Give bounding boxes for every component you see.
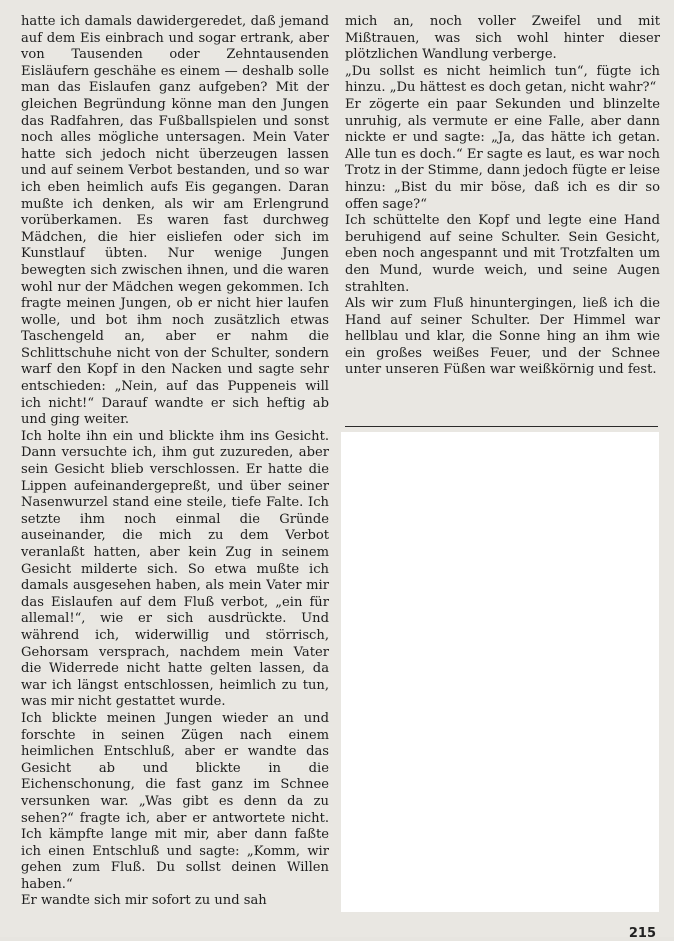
right-paragraph-5: Als wir zum Fluß hinuntergingen, ließ ich die Hand auf seiner Schulter. Der Himmel war hellblau und klar, die Sonne hing an ihm wie ein großes weißes Feuer, und der Schnee unter unseren Füßen war weißkörnig und fest.	[345, 296, 660, 378]
right-paragraph-2: „Du sollst es nicht heimlich tun“, fügte ich hinzu. „Du hättest es doch getan, nicht wahr?“	[345, 63, 660, 96]
right-paragraph-1: mich an, noch voller Zweifel und mit Mißtrauen, was sich wohl hinter dieser plötzlichen Wandlung verberge.	[345, 14, 660, 63]
section-divider	[345, 426, 658, 427]
left-paragraph-4: Er wandte sich mir sofort zu und sah	[21, 893, 267, 909]
left-text-column	[21, 14, 329, 910]
left-paragraph-1: hatte ich damals dawidergeredet, daß jemand auf dem Eis einbrach und sogar ertrank, aber von Tausenden oder Zehntausenden Eisläufern geschähe es einem — deshalb solle man das Eislaufen ganz aufgeben? Mit der gleichen Begründung könne man den Jungen das Radfahren, das Fußballspielen und sonst noch alles mögliche untersagen. Mein Vater hatte sich jedoch nicht überzeugen lassen und auf seinem Verbot bestanden, und so war ich eben heimlich aufs Eis gegangen. Daran mußte ich denken, als wir am Erlengrund vorüberkamen. Es waren fast durchweg Mädchen, die hier eisliefen oder sich im Kunstlauf übten. Nur wenige Jungen bewegten sich zwischen ihnen, und die waren wohl nur der Mädchen wegen gekommen. Ich fragte meinen Jungen, ob er nicht hier laufen wolle, und bot ihm noch zusätzlich etwas Taschengeld an, aber er nahm die Schlittschuhe nicht von der Schulter, sondern warf den Kopf in den Nacken und sagte sehr entschieden: „Nein, auf das Puppeneis will ich nicht!“ Darauf wandte er sich heftig ab und ging weiter.	[21, 14, 329, 428]
right-paragraph-4: Ich schüttelte den Kopf und legte eine Hand beruhigend auf seine Schulter. Sein Gesicht, eben noch angespannt und mit Trotzfalten um den Mund, wurde weich, und seine Augen strahlten.	[345, 213, 660, 295]
left-paragraph-3: Ich blickte meinen Jungen wieder an und forschte in seinen Zügen nach einem heimlichen Entschluß, aber er wandte das Gesicht ab und blickte in die Eichenschonung, die fast ganz im Schnee versunken war. „Was gibt es denn da zu sehen?“ fragte ich, aber er antwortete nicht. Ich kämpfte lange mit mir, aber dann faßte ich einen Entschluß und sagte: „Komm, wir gehen zum Fluß. Du sollst deinen Willen haben.“	[21, 710, 329, 892]
right-paragraph-3: Er zögerte ein paar Sekunden und blinzelte unruhig, als vermute er eine Falle, aber dann nickte er und sagte: „Ja, das hätte ich getan. Alle tun es doch.“ Er sagte es laut, es war noch Trotz in der Stimme, dann jedoch fügte er leise hinzu: „Bist du mir böse, daß ich es dir so offen sage?“	[345, 96, 660, 212]
blank-image-area	[341, 432, 659, 912]
right-text-column	[345, 14, 660, 379]
left-paragraph-2: Ich holte ihn ein und blickte ihm ins Gesicht. Dann versuchte ich, ihm gut zuzureden, aber sein Gesicht blieb verschlossen. Er hatte die Lippen aufeinandergepreßt, und über seiner Nasenwurzel stand eine steile, tiefe Falte. Ich setzte ihm noch einmal die Gründe auseinander, die mich zu dem Verbot veranlaßt hatten, aber kein Zug in seinem Gesicht milderte sich. So etwa mußte ich damals ausgesehen haben, als mein Vater mir das Eislaufen auf dem Fluß verbot, „ein für allemal!“, wie er sich ausdrückte. Und während ich, widerwillig und störrisch, Gehorsam versprach, nachdem mein Vater die Widerrede nicht hatte gelten lassen, da war ich längst entschlossen, heimlich zu tun, was mir nicht gestattet wurde.	[21, 428, 329, 710]
page-number: 215	[628, 926, 656, 941]
